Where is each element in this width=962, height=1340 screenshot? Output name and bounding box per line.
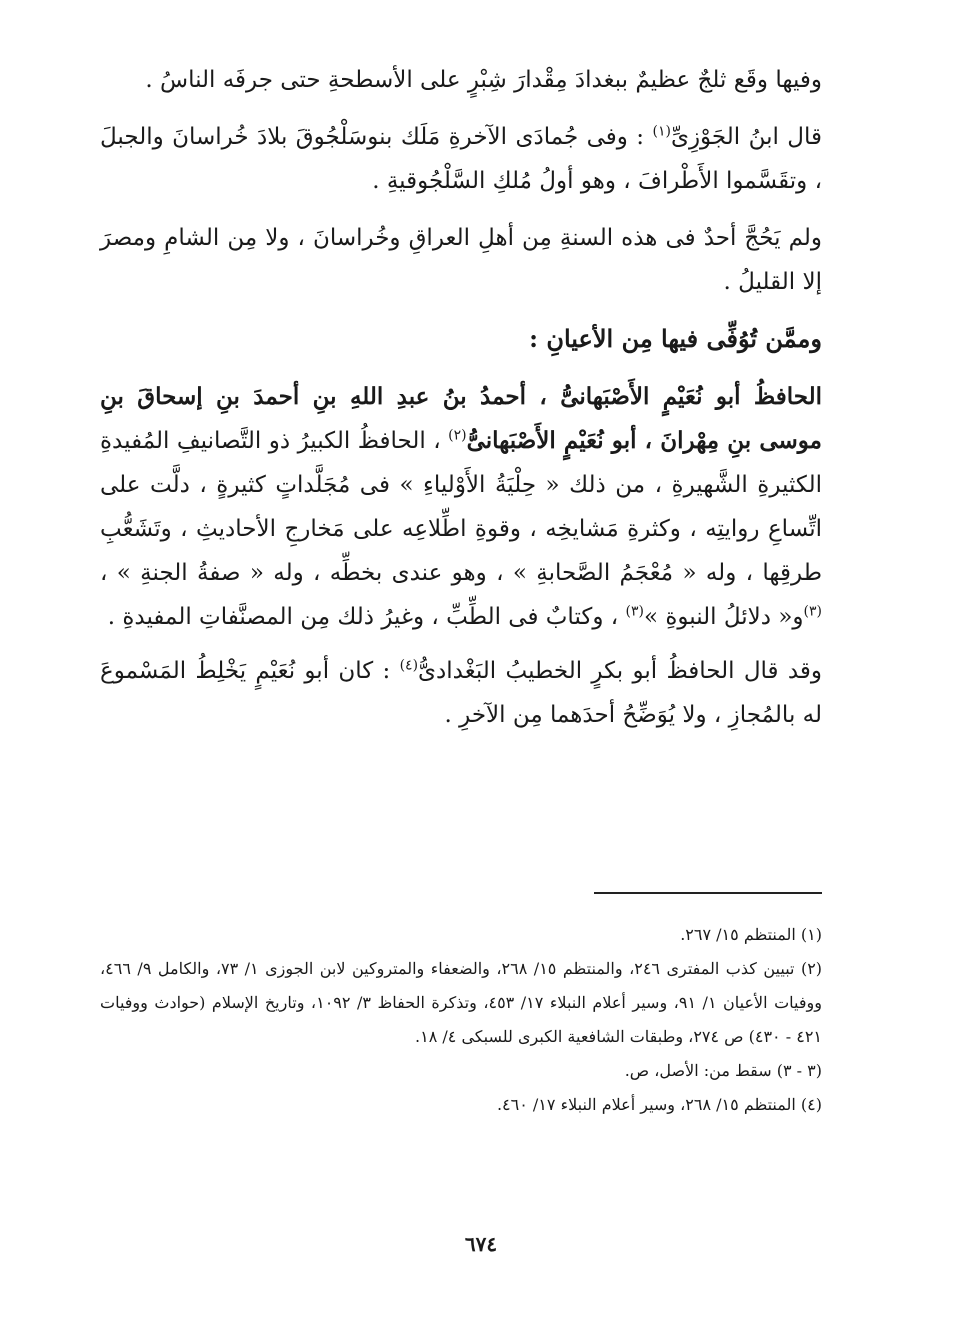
biography-name: الحافظُ أبو نُعَيْمٍ الأَصْبَهانىُّ ، أحمدُ بنُ عبدِ اللهِ بنِ أحمدَ بنِ إسحاقَ بنِ موسى بنِ مِهْرانَ ، أبو نُعَيْمٍ الأَصْبَهانىُّ [100, 383, 822, 454]
footnote-3: (٣ - ٣) سقط من: الأصل، ص. [624, 1061, 822, 1080]
paragraph-biography [100, 375, 822, 639]
footnote-ref-3-end[interactable]: (٣) [625, 603, 644, 620]
paragraph-hajj [100, 216, 822, 304]
khatib-quote: : كان أبو نُعَيْمٍ يَخْلِطُ المَسْموعَ له بالمُجازِ ، ولا يُوَضِّحُ أحدَهما مِن الآخرِ . [100, 658, 822, 728]
page-number: ٦٧٤ [464, 1232, 498, 1256]
footnote-1: (١) المنتظم ١٥/ ٢٦٧. [680, 925, 822, 944]
biography-body-c: ، وكتابٌ فى الطِّبِّ ، وغيرُ ذلك مِن المصنَّفاتِ المفيدةِ . [107, 604, 626, 630]
footnote-ref-2[interactable]: (٢) [448, 427, 467, 444]
section-heading: وممَّن تُوُفِّى فيها مِن الأعيانِ : [529, 324, 822, 353]
footnote-ref-4[interactable]: (٤) [399, 657, 419, 674]
paragraph-khatib [100, 649, 822, 737]
footnote-divider [594, 892, 822, 894]
paragraph-seljuk [100, 115, 822, 203]
paragraph-snow-text: وفيها وقَع ثلجٌ عظيمٌ ببغدادَ مِقْدارَ شِبْرٍ على الأسطحةِ حتى جرفَه الناسُ . [145, 67, 822, 93]
paragraph-seljuk-intro: قال ابنُ الجَوْزِىِّ [670, 124, 822, 150]
khatib-intro: وقد قال الحافظُ أبو بكرٍ الخطيبُ البَغْدادىُّ [418, 658, 822, 684]
footnote-4: (٤) المنتظم ١٥/ ٢٦٨، وسير أعلام النبلاء ١٧/ ٤٦٠. [496, 1095, 822, 1114]
biography-body-b: و« دلائلُ النبوةِ » [643, 604, 804, 630]
paragraph-hajj-text: ولم يَحُجَّ أحدٌ فى هذه السنةِ مِن أهلِ العراقِ وخُراسانَ ، ولا مِن الشامِ ومصرَ إلا القليلُ . [100, 225, 822, 295]
paragraph-seljuk-body: : وفى جُمادَى الآخرةِ مَلَك بنوسَلْجُوقَ بلادَ خُراسانَ والجبلَ ، وتقَسَّموا الأَطْرافَ ، وهو أولُ مُلكِ السَّلْجُوقيةِ . [100, 124, 822, 194]
footnote-ref-1[interactable]: (١) [652, 123, 671, 140]
footnotes [100, 918, 822, 1122]
biography-body-a: ، الحافظُ الكبيرُ ذو التَّصانيفِ المُفيدةِ الكثيرةِ الشَّهيرةِ ، من ذلك « حِلْيَةُ الأَوْلياءِ » فى مُجَلَّداتٍ كثيرةٍ ، دلَّت على اتِّساعِ روايتِه ، وكثرةِ مَشايخِه ، وقوةِ اطِّلاعِه على مَخارجِ الأحاديثِ ، وتَشَعُّبِ طرقِها ، وله « مُعْجَمُ الصَّحابةِ » ، وهو عندى بخطِّه ، وله « صفةُ الجنةِ » ، [100, 428, 822, 586]
paragraph-snow [100, 58, 822, 102]
footnote-2: (٢) تبيين كذب المفترى ٢٤٦، والمنتظم ١٥/ ٢٦٨، والضعفاء والمتروكين لابن الجوزى ١/ ٧٣، والكامل ٩/ ٤٦٦، ووفيات الأعيان ١/ ٩١، وسير أعلام النبلاء ١٧/ ٤٥٣، وتذكرة الحفاظ ٣/ ١٠٩٢، وتاريخ الإسلام (حوادث ووفيات ٤٢١ - ٤٣٠) ص ٢٧٤، وطبقات الشافعية الكبرى للسبكى ٤/ ١٨. [100, 959, 823, 1046]
footnote-ref-3-start[interactable]: (٣) [803, 603, 822, 620]
